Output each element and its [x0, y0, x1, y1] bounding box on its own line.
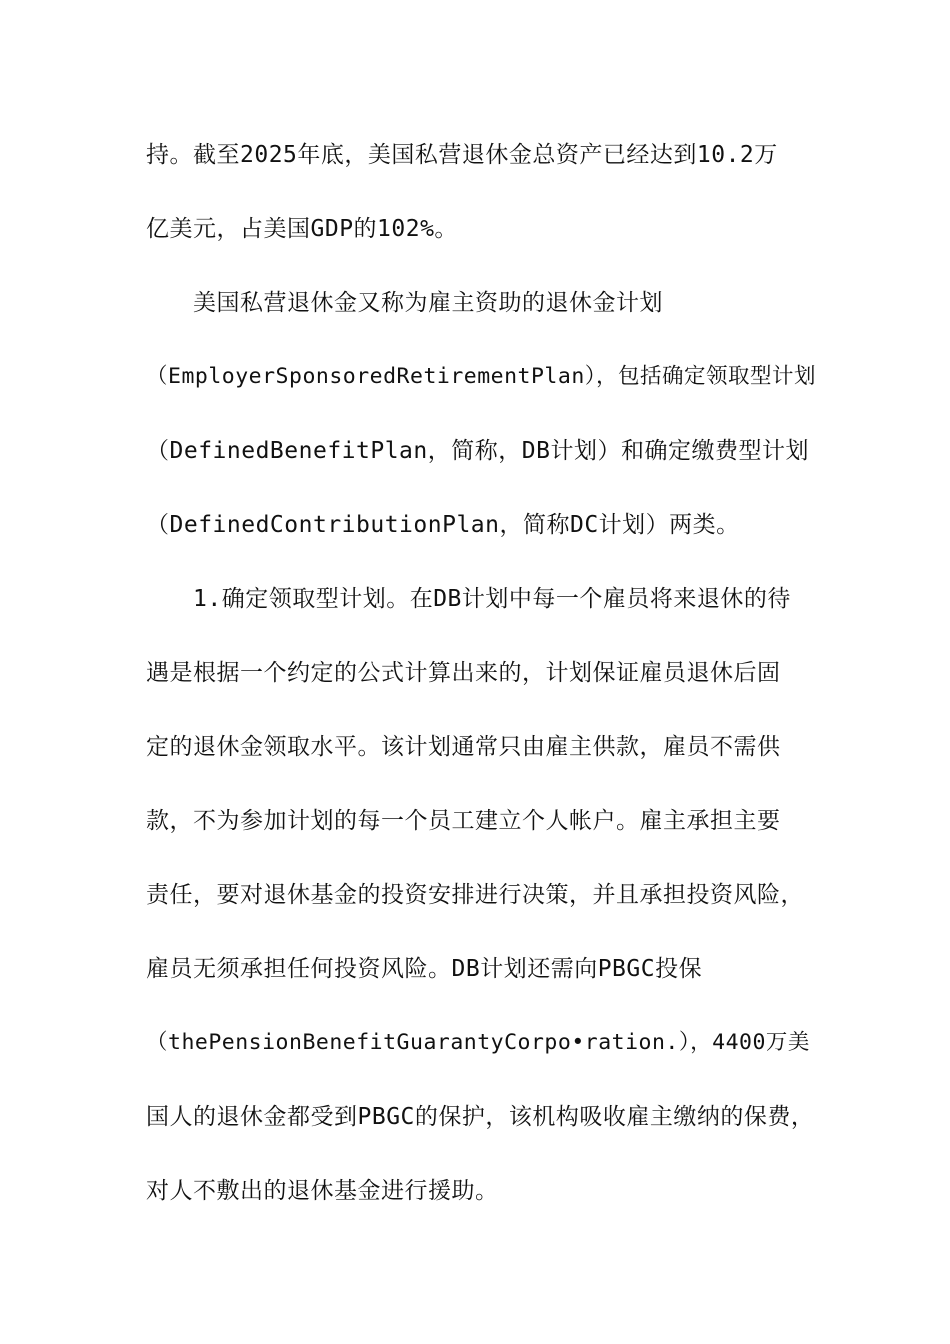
- text-line-4: （EmployerSponsoredRetirementPlan），包括确定领取型计划: [146, 364, 817, 389]
- text-line-9: 定的退休金领取水平。该计划通常只由雇主供款，雇员不需供: [146, 734, 781, 760]
- text-line-11: 责任，要对退休基金的投资安排进行决策，并且承担投资风险，: [146, 882, 804, 908]
- text-line-12: 雇员无须承担任何投资风险。DB计划还需向PBGC投保: [146, 956, 703, 982]
- text-line-13: （thePensionBenefitGuarantyCorpo•ration.），4400万美: [146, 1030, 810, 1055]
- text-line-7: 1.确定领取型计划。在DB计划中每一个雇员将来退休的待: [193, 586, 791, 612]
- text-line-15: 对人不敷出的退休基金进行援助。: [146, 1178, 499, 1204]
- text-line-6: （DefinedContributionPlan，简称DC计划）两类。: [146, 512, 740, 538]
- text-line-5: （DefinedBenefitPlan，简称，DB计划）和确定缴费型计划: [146, 438, 809, 464]
- text-line-1: 持。截至2025年底，美国私营退休金总资产已经达到10.2万: [146, 142, 778, 168]
- text-line-8: 遇是根据一个约定的公式计算出来的，计划保证雇员退休后固: [146, 660, 781, 686]
- text-line-14: 国人的退休金都受到PBGC的保护，该机构吸收雇主缴纳的保费，: [146, 1104, 815, 1130]
- text-line-10: 款，不为参加计划的每一个员工建立个人帐户。雇主承担主要: [146, 808, 781, 834]
- text-line-3: 美国私营退休金又称为雇主资助的退休金计划: [193, 290, 663, 316]
- text-line-2: 亿美元，占美国GDP的102%。: [146, 216, 458, 242]
